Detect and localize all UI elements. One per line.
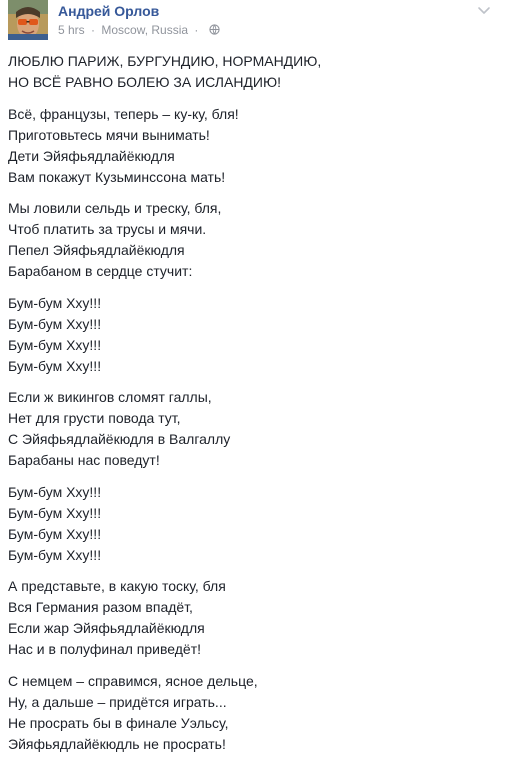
post-location-link[interactable]: Moscow, Russia [101, 23, 189, 37]
post-text-line: А представьте, в какую тоску, бля [8, 578, 226, 594]
post-text-line: Всё, французы, теперь – ку-ку, бля! [8, 105, 239, 122]
post-text-line: Бум-бум Хху!!! [8, 357, 102, 374]
post-text-line: Если ж викингов сломят галлы, [8, 389, 212, 405]
post-paragraph [8, 293, 498, 377]
author-avatar[interactable] [8, 0, 48, 40]
post-text-line: Пепел Эйяфьядлайёкюдля [8, 242, 185, 258]
post-text-line: Бум-бум Хху!!! [8, 294, 102, 311]
meta-separator-2: · [194, 23, 199, 37]
post-text-line: Нас и в полуфинал приведёт! [8, 641, 202, 657]
post-text-line: Бум-бум Хху!!! [8, 525, 102, 542]
post-text-line: Ну, а дальше – придётся играть... [8, 693, 227, 710]
post-text-line: С немцем – справимся, ясное дельце, [8, 672, 258, 689]
post-text-line: ЛЮБЛЮ ПАРИЖ, БУРГУНДИЮ, НОРМАНДИЮ, [8, 53, 322, 69]
post-paragraph [8, 576, 498, 660]
post-text-line: Барабаном в сердце стучит: [8, 263, 193, 279]
post-paragraph [8, 387, 498, 471]
post-text-line: НО ВСЁ РАВНО БОЛЕЮ ЗА ИСЛАНДИЮ! [8, 74, 281, 90]
post-header [8, 0, 500, 42]
post-text-line: Бум-бум Хху!!! [8, 483, 102, 500]
chevron-down-icon[interactable] [476, 2, 492, 18]
post-text-line: Вам покажут Кузьминссона мать! [8, 168, 226, 185]
post-text-line: Бум-бум Хху!!! [8, 315, 102, 332]
author-name-link[interactable]: Андрей Орлов [58, 3, 160, 19]
post-text-line: Дети Эйяфьядлайёкюдля [8, 147, 175, 164]
post-text-line: Приготовьтесь мячи вынимать! [8, 126, 210, 143]
post-text-line: Бум-бум Хху!!! [8, 546, 102, 563]
post-text-line: Бум-бум Хху!!! [8, 336, 102, 353]
post-paragraph [8, 198, 498, 282]
post-paragraph [8, 671, 498, 755]
post-text-line: Бум-бум Хху!!! [8, 504, 102, 521]
post-text-line: Мы ловили сельдь и треску, бля, [8, 200, 222, 216]
post-text-line: Барабаны нас поведут! [8, 452, 160, 468]
post-paragraph [8, 104, 498, 188]
post-text-line: Чтоб платить за трусы и мячи. [8, 221, 207, 237]
post-text-line: Если жар Эйяфьядлайёкюдля [8, 620, 205, 636]
post-meta [58, 23, 220, 37]
post-text-line: Эйяфьядлайёкюдль не просрать! [8, 735, 226, 752]
post-text-line: Вся Германия разом впадёт, [8, 599, 193, 615]
post-text-line: Нет для грусти повода тут, [8, 410, 181, 426]
globe-icon[interactable] [209, 24, 220, 35]
post-text-line: Не просрать бы в финале Уэльсу, [8, 714, 229, 731]
meta-separator: · [91, 23, 96, 37]
post-timestamp-link[interactable]: 5 hrs [58, 23, 85, 37]
post-text [8, 51, 498, 765]
post-paragraph [8, 482, 498, 566]
avatar-photo [8, 0, 48, 40]
post-paragraph [8, 51, 498, 93]
post-text-line: С Эйяфьядлайёкюдля в Валгаллу [8, 431, 231, 447]
